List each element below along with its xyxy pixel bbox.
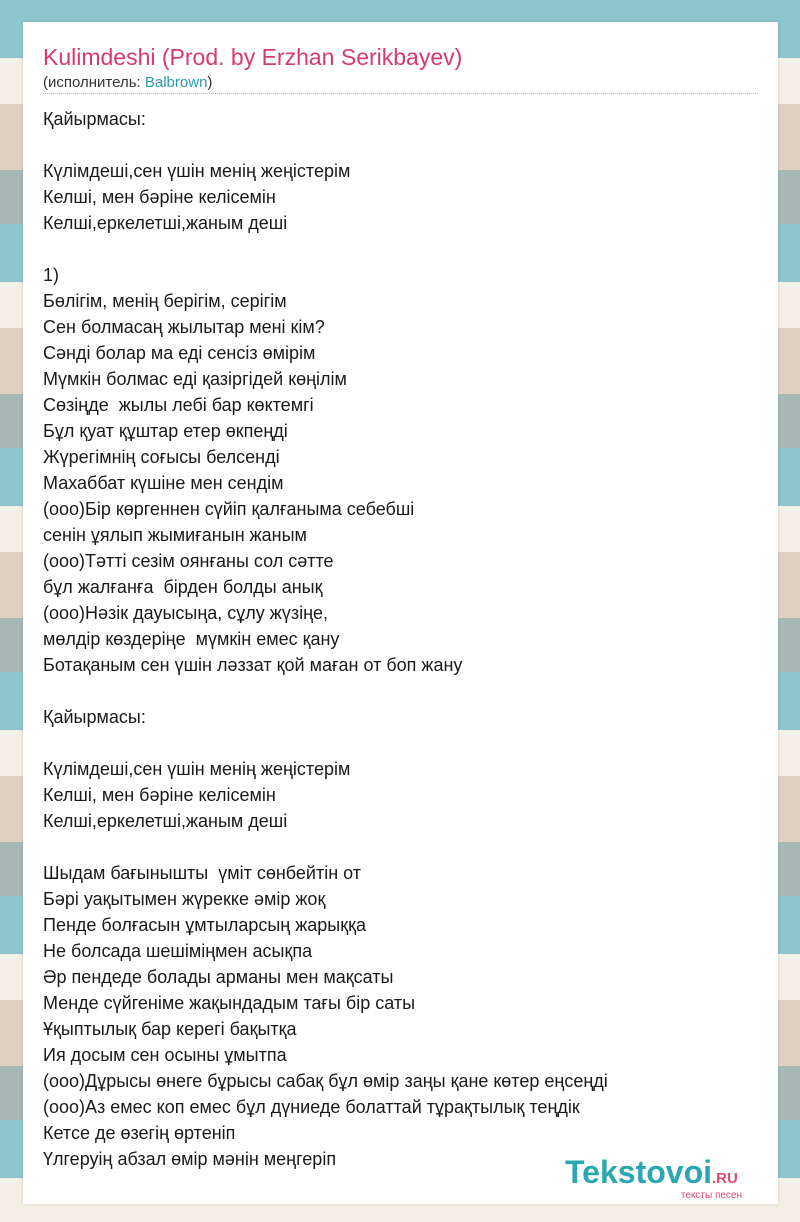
lyric-line: Менде сүйгеніме жақындадым тағы бір саты	[43, 993, 416, 1013]
lyric-line: Ботақаным сен үшін ләззат қой маған от боп жану	[43, 655, 463, 675]
lyric-line: бұл жалғанға бірден болды анық	[43, 577, 323, 597]
lyric-line: Келші, мен бәріне келісемін	[43, 187, 276, 207]
lyric-blank-line	[43, 236, 758, 262]
lyrics-card	[23, 22, 778, 1204]
lyric-blank-line	[43, 834, 758, 860]
lyric-line: Үлгеруің абзал өмір мәнін меңгеріп	[43, 1149, 337, 1169]
title-divider	[43, 93, 758, 94]
lyric-line: Келші, мен бәріне келісемін	[43, 785, 276, 805]
logo-wordmark	[565, 1154, 738, 1191]
artist-line	[43, 74, 212, 91]
lyrics-text	[43, 106, 758, 1172]
lyric-line: Жүрегімнің соғысы белсенді	[43, 447, 280, 467]
lyric-line: Күлімдеші,сен үшін менің жеңістерім	[43, 161, 351, 181]
lyric-line: Бәрі уақытымен жүрекке әмір жоқ	[43, 889, 326, 909]
lyric-line: сенін ұялып жымиғанын жаным	[43, 525, 307, 545]
lyric-line: Сөзіңде жылы лебі бар көктемгі	[43, 395, 314, 415]
logo-tld: .RU	[712, 1170, 738, 1187]
lyric-line: (ооо)Дұрысы өнеге бұрысы сабақ бұл өмір заңы қане көтер еңсеңді	[43, 1071, 608, 1091]
logo-subtitle: тексты песен	[680, 1190, 742, 1201]
lyric-line: (ооо)Аз емес коп емес бұл дүниеде болаттай тұрақтылық теңдік	[43, 1097, 580, 1117]
lyric-line: Махаббат күшіне мен сендім	[43, 473, 284, 493]
lyric-line: Қайырмасы:	[43, 707, 146, 727]
lyric-line: (ооо)Нәзік дауысыңа, сұлу жүзіңе,	[43, 603, 329, 623]
lyric-line: Ия досым сен осыны ұмытпа	[43, 1045, 287, 1065]
lyric-line: Ұқыптылық бар керегі бақытқа	[43, 1019, 297, 1039]
lyric-line: Кетсе де өзегің өртеніп	[43, 1123, 236, 1143]
lyric-line: Келші,еркелетші,жаным деші	[43, 811, 288, 831]
lyric-line: Күлімдеші,сен үшін менің жеңістерім	[43, 759, 351, 779]
lyric-line: Сен болмасаң жылытар мені кім?	[43, 317, 325, 337]
lyric-blank-line	[43, 678, 758, 704]
artist-suffix: )	[207, 74, 213, 91]
lyric-line: Бөлігім, менің берігім, серігім	[43, 291, 287, 311]
artist-prefix: (исполнитель:	[43, 74, 145, 91]
lyric-line: Пенде болғасын ұмтыларсың жарыққа	[43, 915, 367, 935]
logo-main-text: Tekstovoi	[565, 1154, 712, 1190]
lyric-line: мөлдір көздеріңе мүмкін емес қану	[43, 629, 340, 649]
lyric-line: (ооо)Бір көргеннен сүйіп қалғаныма себебші	[43, 499, 415, 519]
site-logo[interactable]	[565, 1154, 770, 1200]
lyric-line: (ооо)Тәтті сезім оянғаны сол сәтте	[43, 551, 334, 571]
lyric-line: Не болсада шешіміңмен асықпа	[43, 941, 313, 961]
lyric-line: Мүмкін болмас еді қазіргідей көңілім	[43, 369, 347, 389]
lyric-line: Бұл қуат құштар етер өкпеңді	[43, 421, 288, 441]
lyric-line: Әр пендеде болады арманы мен мақсаты	[43, 967, 394, 987]
lyric-line: Шыдам бағынышты үміт сөнбейтін от	[43, 863, 362, 883]
lyric-line: Сәнді болар ма еді сенсіз өмірім	[43, 343, 316, 363]
artist-link[interactable]: Balbrown	[144, 74, 208, 91]
lyric-blank-line	[43, 730, 758, 756]
lyric-blank-line	[43, 132, 758, 158]
lyric-line: Келші,еркелетші,жаным деші	[43, 213, 288, 233]
song-title: Kulimdeshi (Prod. by Erzhan Serikbayev)	[43, 44, 463, 70]
lyric-line: Қайырмасы:	[43, 109, 146, 129]
lyric-line: 1)	[43, 265, 60, 285]
